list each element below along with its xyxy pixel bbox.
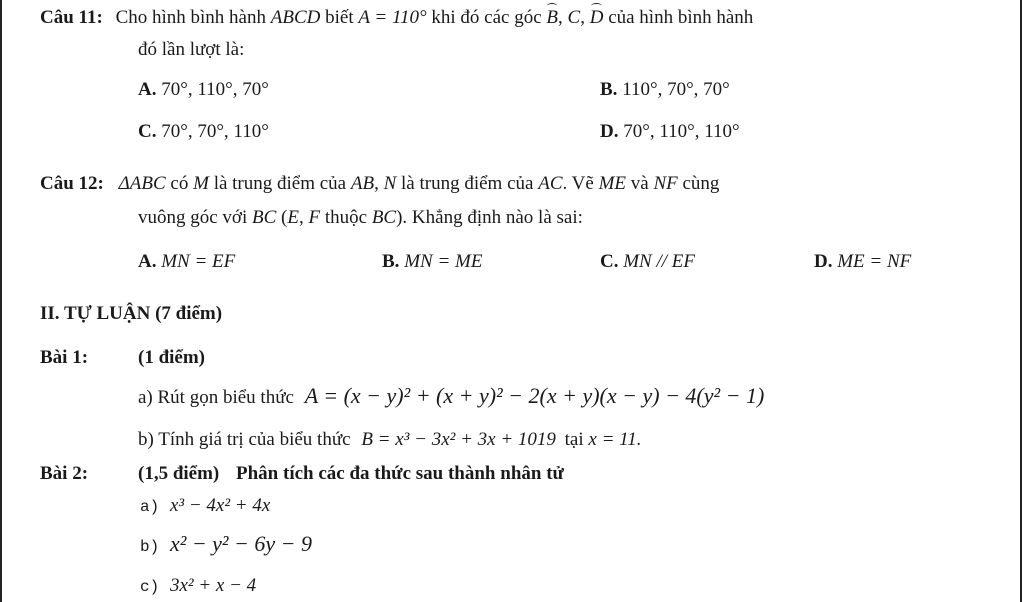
q12-option-b [382, 250, 482, 274]
bai-1-b-expression: B = x³ − 3x² + 3x + 1019 [361, 429, 556, 450]
bai-2-header [40, 462, 564, 486]
q12-text: và [630, 173, 649, 194]
q12-text: , [298, 207, 304, 228]
option-value: MN = EF [161, 251, 236, 272]
q12-text: . Vẽ [562, 173, 594, 194]
q11-comma: , [558, 7, 563, 28]
q12-segment-ab: AB [350, 173, 375, 194]
q12-option-a [138, 250, 235, 274]
bai-1-part-b [138, 428, 642, 452]
option-letter: C. [138, 121, 157, 142]
bai-2-item-b [140, 532, 312, 559]
q11-option-a [138, 78, 269, 102]
item-expression: 3x² + x − 4 [169, 575, 257, 596]
bai-1-b-at: tại [564, 429, 584, 450]
q11-option-c [138, 120, 269, 144]
q11-text-c: khi đó các góc [431, 7, 542, 28]
q12-text: , [374, 173, 379, 194]
item-letter: a) [140, 498, 160, 516]
q12-text: ). Khẳng định nào là sai: [396, 207, 583, 228]
q12-segment-me: ME [598, 173, 626, 194]
q12-text: thuộc [324, 207, 368, 228]
bai-2-item-a [140, 494, 270, 519]
option-value: 70°, 110°, 110° [623, 121, 740, 142]
q11-text-b: biết [325, 7, 354, 28]
option-letter: B. [382, 251, 400, 272]
q12-line-2 [138, 206, 583, 230]
item-expression: x² − y² − 6y − 9 [169, 531, 312, 556]
q12-point-m: M [193, 173, 209, 194]
bai-1-b-value: x = 11. [588, 429, 642, 450]
q11-angle-c: C [567, 7, 581, 28]
option-value: ME = NF [837, 251, 912, 272]
q12-text: ( [281, 207, 288, 228]
option-value: MN = ME [404, 251, 483, 272]
option-letter: B. [600, 79, 618, 100]
bai-1-a-expression: A = (x − y)² + (x + y)² − 2(x + y)(x − y) − 4(y² − 1) [304, 383, 765, 408]
q12-triangle: ΔABC [118, 173, 166, 194]
bai-1-part-a [138, 384, 764, 410]
option-letter: C. [600, 251, 619, 272]
item-letter: c) [140, 578, 160, 596]
option-letter: D. [814, 251, 833, 272]
q12-option-d [814, 250, 911, 274]
item-letter: b) [140, 538, 160, 556]
q12-point-e: E [287, 207, 299, 228]
q11-text: Cho hình bình hành [115, 7, 266, 28]
q12-segment-ac: AC [538, 173, 563, 194]
q12-text: là trung điểm của [401, 173, 534, 194]
question-12-label: Câu 12: [40, 173, 104, 194]
bai-1-b-label: b) Tính giá trị của biểu thức [138, 429, 351, 450]
bai-2-label: Bài 2: [40, 463, 89, 484]
option-value: 70°, 110°, 70° [161, 79, 269, 100]
option-value: MN // EF [623, 251, 696, 272]
q11-condition: A = 110° [358, 7, 427, 28]
q12-point-n: N [383, 173, 397, 194]
option-letter: A. [138, 251, 157, 272]
item-expression: x³ − 4x² + 4x [169, 495, 271, 516]
q12-text: vuông góc với [138, 207, 248, 228]
q12-text: cùng [682, 173, 720, 194]
q12-option-c [600, 250, 695, 274]
option-value: 70°, 70°, 110° [161, 121, 269, 142]
option-value: 110°, 70°, 70° [622, 79, 730, 100]
bai-1-a-label: a) Rút gọn biểu thức [138, 387, 294, 408]
question-11-label: Câu 11: [40, 7, 103, 28]
bai-2-item-c [140, 574, 256, 599]
option-letter: A. [138, 79, 157, 100]
option-letter: D. [600, 121, 619, 142]
bai-1-points: (1 điểm) [138, 347, 206, 368]
bai-2-description: Phân tích các đa thức sau thành nhân tử [236, 463, 564, 484]
q11-line-2: đó lần lượt là: [138, 39, 245, 60]
q11-angle-d: D [589, 7, 604, 28]
q12-segment-bc: BC [252, 207, 277, 228]
question-11-line-1 [40, 6, 753, 30]
q12-text: có [170, 173, 189, 194]
q11-abcd: ABCD [270, 7, 321, 28]
bai-1-label: Bài 1: [40, 347, 89, 368]
q12-segment-nf: NF [653, 173, 678, 194]
q12-text: là trung điểm của [213, 173, 347, 194]
q11-angle-b: B [546, 7, 559, 28]
q12-point-f: F [308, 207, 321, 228]
q11-text-d: của hình bình hành [608, 7, 754, 28]
bai-2-points: (1,5 điểm) [138, 463, 220, 484]
q12-segment-bc: BC [371, 207, 397, 228]
q11-option-d [600, 120, 740, 144]
section-title: II. TỰ LUẬN (7 điểm) [40, 303, 223, 324]
q11-comma: , [580, 7, 585, 28]
question-12-line-1 [40, 172, 719, 196]
q11-option-b [600, 78, 730, 102]
